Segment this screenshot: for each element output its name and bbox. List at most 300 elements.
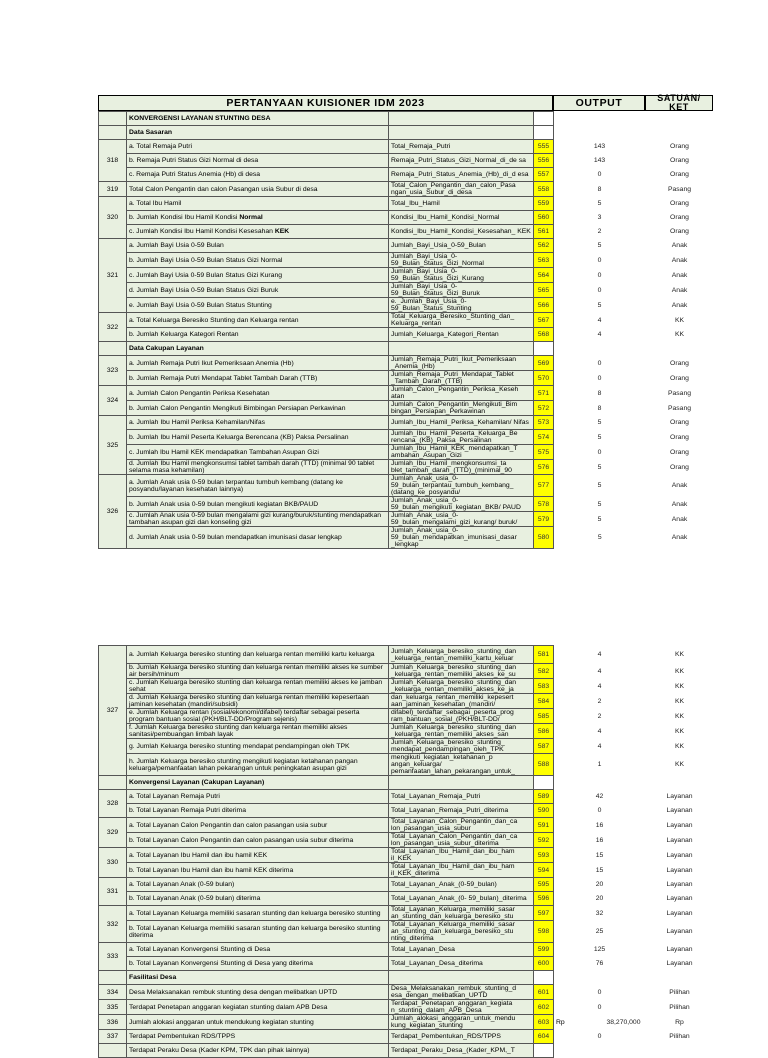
question-number: 321 (99, 239, 127, 313)
unit-value: Pasang (667, 389, 692, 397)
question-number: 337 (99, 1030, 127, 1044)
output-value[interactable]: 8 (597, 404, 602, 412)
table-row (99, 878, 714, 892)
output-value[interactable]: 1 (597, 761, 602, 768)
question-number: 326 (99, 475, 127, 549)
output-value[interactable]: 15 (595, 866, 604, 874)
unit-value: Anak (671, 482, 688, 489)
question-text (127, 943, 389, 957)
table-row (99, 401, 714, 416)
code-number: 581 (534, 646, 554, 664)
table-row (99, 445, 714, 460)
output-value[interactable]: 2 (597, 697, 602, 705)
output-value[interactable]: 5 (597, 433, 602, 441)
question-text (127, 646, 389, 664)
output-value[interactable]: 15 (595, 851, 604, 859)
output-value[interactable]: 20 (595, 895, 604, 902)
code-number: 562 (534, 239, 554, 253)
code-number: 590 (534, 804, 554, 818)
question-label: Terdapat Penetapan anggaran kegiatan stunting dalam APB Desa (129, 1003, 328, 1011)
table-row (99, 754, 714, 776)
question-text (127, 475, 389, 497)
unit-value: Anak (671, 534, 688, 541)
unit-value: KK (674, 667, 685, 675)
unit-value: Pilihan (669, 1033, 690, 1040)
question-text (127, 664, 389, 679)
variable-name: Total_Layanan_Desa (389, 943, 534, 957)
question-number: 323 (99, 356, 127, 386)
output-value[interactable]: 4 (597, 727, 602, 735)
table-row (99, 906, 714, 921)
code-number: 571 (534, 386, 554, 401)
code-number: 582 (534, 664, 554, 679)
table-row (99, 527, 714, 549)
output-value[interactable]: 25 (595, 928, 604, 935)
question-label: b. Total Layanan Konvergensi Stunting di Desa yang diterima (129, 960, 313, 967)
question-text (127, 724, 389, 739)
table-row (99, 818, 714, 833)
code-number: 563 (534, 253, 554, 268)
question-text (127, 168, 389, 182)
unit-value: Layanan (666, 807, 693, 814)
question-label: d. Jumlah Anak usia 0-59 bulan mendapatkan imunisasi dasar lengkap (129, 534, 342, 541)
table-row (99, 724, 714, 739)
output-value[interactable]: 4 (597, 682, 602, 690)
output-value[interactable] (574, 1044, 626, 1058)
output-value[interactable]: 4 (597, 651, 602, 658)
question-text (127, 401, 389, 416)
code-number: 585 (534, 709, 554, 724)
unit-value: Orang (670, 359, 689, 367)
table-row (99, 1015, 714, 1030)
question-label: a. Jumlah Calon Pengantin Periksa Kesehatan (129, 389, 270, 397)
section-title: KONVERGENSI LAYANAN STUNTING DESA (127, 112, 389, 126)
table-row (99, 253, 714, 268)
question-number: 331 (99, 878, 127, 906)
question-text (127, 1015, 389, 1030)
unit-cell (646, 112, 714, 126)
code-number: 598 (534, 921, 554, 943)
question-label: b. Jumlah Keluarga Kategori Rentan (129, 331, 239, 338)
table-row (99, 943, 714, 957)
question-number: 336 (99, 1015, 127, 1030)
table-row (99, 512, 714, 527)
variable-name: Total_Layanan_Desa_diterima (389, 957, 534, 971)
unit-value: KK (674, 331, 685, 338)
question-text (127, 709, 389, 724)
unit-value: Pilihan (669, 1003, 690, 1011)
output-value[interactable]: 0 (597, 171, 602, 178)
section-row (99, 342, 714, 356)
question-text (127, 1044, 389, 1058)
variable-name: Jumlah_Remaja_Putri_Mendapat_Tablet _Tambah_Darah_(TTB) (389, 371, 534, 386)
title-header (98, 95, 553, 111)
variable-name: Jumlah_Anak_usia_0- 59_bulan_mendapatkan_imunisasi_dasar _lengkap (389, 527, 534, 549)
output-value[interactable]: 32 (595, 909, 604, 917)
code-number: 593 (534, 848, 554, 863)
code-number: 564 (534, 268, 554, 283)
code-cell (534, 971, 554, 985)
questionnaire-table-page-2 (98, 645, 714, 1058)
question-label: c. Jumlah Ibu Hamil KEK mendapatkan Tambahan Asupan Gizi (129, 448, 319, 456)
unit-value: Pasang (667, 404, 692, 412)
variable-name: Jumlah_Anak_usia_0-59_bulan_mengalami_gizi_kurang/ buruk/ (389, 512, 534, 527)
code-number: 578 (534, 497, 554, 512)
output-value[interactable]: 38,270,000 (606, 1018, 641, 1026)
question-emphasis: Normal (239, 214, 263, 221)
question-number: 319 (99, 182, 127, 197)
question-number: 333 (99, 943, 127, 971)
variable-name: Remaja_Putri_Status_Gizi_Normal_di_de sa (389, 154, 534, 168)
table-row (99, 356, 714, 371)
unit-value: Orang (670, 171, 689, 178)
code-number: 565 (534, 283, 554, 298)
table-row (99, 1000, 714, 1015)
code-number: 600 (534, 957, 554, 971)
table-row (99, 863, 714, 878)
table-row (99, 921, 714, 943)
question-label: Total Calon Pengantin dan calon Pasangan usia Subur di desa (129, 185, 318, 193)
question-text (127, 460, 389, 475)
variable-name: Total_Layanan_Keluarga_memiliki_sasar an_stunting_dan_keluarga_beresiko_stu nting_diterima (389, 921, 534, 943)
unit-value: Rp (675, 1018, 684, 1026)
table-row (99, 679, 714, 694)
question-label: d. Jumlah Bayi Usia 0-59 Bulan Status Gizi Buruk (129, 286, 279, 294)
output-value[interactable]: 4 (597, 331, 602, 338)
question-text (127, 497, 389, 512)
output-value[interactable]: 143 (593, 157, 606, 164)
table-row (99, 182, 714, 197)
variable-name: Jumlah_Calon_Pengantin_Periksa_Keseh atan (389, 386, 534, 401)
variable-name: Jumlah_Keluarga_beresiko_stunting_dan _keluarga_rentan_memiliki_akses_ke_su (389, 664, 534, 679)
unit-value: Layanan (666, 821, 693, 829)
code-number: 558 (534, 182, 554, 197)
section-title: Fasilitasi Desa (127, 971, 389, 985)
code-number: 592 (534, 833, 554, 848)
output-value[interactable]: 8 (597, 389, 602, 397)
variable-name: Jumlah_Ibu_Hamil_mengkonsumsi_ta blet_tambah_darah_(TTD)_(minimal_90 (389, 460, 534, 475)
variable-name: Desa_Melaksanakan_rembuk_stunting_d esa_dengan_melibatkan_UPTD (389, 985, 534, 1000)
code-number: 569 (534, 356, 554, 371)
variable-name: Total_Layanan_Remaja_Putri (389, 790, 534, 804)
output-value[interactable]: 5 (597, 301, 602, 309)
unit-value: Anak (671, 500, 688, 508)
question-label: a. Total Layanan Remaja Putri (129, 793, 220, 800)
question-label: f. Jumlah Keluarga beresiko stunting dan keluarga rentan memiliki akses sanitasi/pembuangan limbah layak (129, 724, 348, 738)
questionnaire-table-page-1 (98, 111, 714, 549)
variable-name: Jumlah_Ibu_Hamil_KEK_mendapatkan_T ambahan_Asupan_Gizi (389, 445, 534, 460)
question-label: c. Remaja Putri Status Anemia (Hb) di desa (129, 171, 261, 178)
output-value[interactable]: 3 (597, 214, 602, 221)
output-value[interactable]: 0 (597, 1033, 602, 1040)
output-value[interactable]: 5 (597, 242, 602, 249)
unit-value: Anak (671, 271, 688, 279)
question-text (127, 892, 389, 906)
table-row (99, 328, 714, 342)
question-label: a. Total Keluarga Beresiko Stunting dan Keluarga rentan (129, 316, 299, 324)
code-number: 575 (534, 445, 554, 460)
code-number: 591 (534, 818, 554, 833)
page-title: PERTANYAAN KUISIONER IDM 2023 (226, 97, 425, 109)
currency-prefix: Rp (556, 1018, 565, 1026)
output-value[interactable]: 20 (595, 881, 604, 888)
question-number (99, 1044, 127, 1058)
question-label: Jumlah alokasi anggaran untuk mendukung kegiatan stunting (129, 1018, 314, 1026)
table-row (99, 298, 714, 313)
unit-value: Layanan (666, 909, 693, 917)
output-value[interactable]: 16 (595, 821, 604, 829)
question-label: b. Total Layanan Remaja Putri diterima (129, 807, 246, 814)
code-cell (534, 342, 554, 356)
unit-value: Orang (670, 433, 689, 441)
unit-value: Orang (670, 200, 689, 207)
table-row (99, 790, 714, 804)
unit-value: Layanan (666, 793, 693, 800)
question-text (127, 268, 389, 283)
question-label: c. Jumlah Keluarga beresiko stunting dan keluarga rentan memiliki akses ke jamban sehat (129, 679, 383, 693)
code-number: 570 (534, 371, 554, 386)
variable-name: Total_Layanan_Anak_(0- 59_bulan)_diterima (389, 892, 534, 906)
question-label: Desa Melaksanakan rembuk stunting desa dengan melibatkan UPTD (129, 988, 338, 996)
question-text (127, 154, 389, 168)
output-cell (554, 971, 594, 985)
question-label: b. Total Layanan Keluarga memiliki sasaran stunting dan keluarga beresiko stunting diterima (129, 924, 381, 939)
unit-value: Layanan (666, 866, 693, 874)
code-number: 574 (534, 430, 554, 445)
question-number: 328 (99, 790, 127, 818)
variable-name: Jumlah_Bayi_Usia_0- 59_Bulan_Status_Gizi_Buruk (389, 283, 534, 298)
table-row (99, 804, 714, 818)
output-value[interactable]: 125 (593, 946, 606, 953)
variable-name: Total_Layanan_Ibu_Hamil_dan_ibu_ham il_KEK (389, 848, 534, 863)
unit-value (646, 1044, 714, 1058)
unit-cell (646, 971, 714, 985)
table-row (99, 168, 714, 182)
variable-name: Jumlah_Ibu_Hamil_Peserta_Keluarga_Be rencana_(KB)_Paksa_Persalinan (389, 430, 534, 445)
variable-name: Kondisi_Ibu_Hamil_Kondisi_Normal (389, 211, 534, 225)
output-value[interactable]: 5 (597, 534, 602, 541)
output-value[interactable]: 16 (595, 836, 604, 844)
question-label: b. Remaja Putri Status Gizi Normal di desa (129, 157, 259, 164)
unit-value: Layanan (666, 960, 693, 967)
table-row (99, 848, 714, 863)
output-value[interactable]: 4 (597, 667, 602, 675)
question-number: 318 (99, 140, 127, 182)
unit-value: Pasang (667, 185, 692, 193)
question-number: 322 (99, 313, 127, 342)
question-label: a. Total Remaja Putri (129, 143, 192, 150)
code-cell (534, 126, 554, 140)
question-text (127, 328, 389, 342)
unit-value: Layanan (666, 881, 693, 888)
output-cell (554, 112, 646, 126)
variable-cell (389, 342, 534, 356)
question-label: b. Jumlah Kondisi Ibu Hamil Kondisi (129, 214, 240, 221)
question-text (127, 754, 389, 776)
unit-value: Orang (670, 228, 689, 235)
question-label: a. Total Ibu Hamil (129, 200, 182, 207)
question-label: b. Total Layanan Anak (0-59 bulan) diterima (129, 895, 261, 902)
output-value[interactable]: 0 (597, 1003, 602, 1011)
output-value[interactable]: 0 (597, 359, 602, 367)
table-row (99, 211, 714, 225)
satuan-header (645, 95, 713, 111)
output-header (553, 95, 645, 111)
question-text (127, 1030, 389, 1044)
output-value[interactable]: 42 (595, 793, 604, 800)
unit-value: KK (674, 712, 685, 720)
output-value[interactable]: 5 (597, 200, 602, 207)
code-number: 561 (534, 225, 554, 239)
variable-name: Jumlah_Keluarga_beresiko_stunting_ mendapat_pendampingan_oleh_TPK (389, 739, 534, 754)
output-value[interactable]: 5 (597, 500, 602, 508)
code-number: 602 (534, 1000, 554, 1015)
question-number: 324 (99, 386, 127, 416)
unit-value: Layanan (666, 836, 693, 844)
output-value[interactable]: 0 (597, 448, 602, 456)
row-number-cell (99, 126, 127, 140)
variable-name: mengikuti_kegiatan_ketahanan_p angan_keluarga/ pemanfaatan_lahan_pekarangan_untuk_ (389, 754, 534, 776)
output-value[interactable]: 0 (597, 286, 602, 294)
question-text (127, 140, 389, 154)
question-number: 330 (99, 848, 127, 878)
question-text (127, 253, 389, 268)
unit-value: Orang (670, 374, 689, 382)
question-text (127, 512, 389, 527)
question-label: e. Jumlah Keluarga rentan (sosial/ekonomi/difabel) terdaftar sebagai peserta program bantuan sosial (PKH/BLT-DD/Program sejenis) (129, 709, 360, 723)
table-row (99, 1044, 714, 1058)
section-title: Data Sasaran (127, 126, 389, 140)
question-label: d. Jumlah Ibu Hamil mengkonsumsi tablet tambah darah (TTD) (minimal 90 tablet selama masa kehamilan) (129, 460, 375, 474)
question-text (127, 985, 389, 1000)
unit-value: Anak (671, 256, 688, 264)
unit-value: Layanan (666, 895, 693, 902)
unit-value: Anak (671, 242, 688, 249)
output-value[interactable]: 5 (597, 482, 602, 489)
variable-name: Total_Ibu_Hamil (389, 197, 534, 211)
question-text (127, 921, 389, 943)
code-number: 559 (534, 197, 554, 211)
question-text (127, 878, 389, 892)
question-label: h. Jumlah Keluarga beresiko stunting mengikuti kegiatan ketahanan pangan keluarga/pemanfaatan lahan pekarangan untuk peningkatan asupan gizi (129, 757, 358, 772)
variable-name: Jumlah_Keluarga_beresiko_stunting_dan _keluarga_rentan_memiliki_kartu_keluar (389, 646, 534, 664)
code-number: 596 (534, 892, 554, 906)
variable-name: e._Jumlah_Bayi_Usia_0- 59_Bulan_Status_Stunting (389, 298, 534, 313)
output-value[interactable]: 2 (597, 228, 602, 235)
question-text (127, 445, 389, 460)
variable-name: Terdapat_Pembentukan_RDS/TPPS (389, 1030, 534, 1044)
question-label: a. Jumlah Anak usia 0-59 bulan terpantau tumbuh kembang (datang ke posyandu/layanan kesehatan lainnya) (129, 478, 343, 493)
question-text (127, 848, 389, 863)
variable-name: Total_Layanan_Anak_(0-59_bulan) (389, 878, 534, 892)
question-number: 327 (99, 646, 127, 776)
question-text (127, 386, 389, 401)
output-value[interactable]: 5 (597, 463, 602, 471)
question-text (127, 790, 389, 804)
variable-name: Jumlah_Keluarga_beresiko_stunting_dan _keluarga_rentan_memiliki_akses_san (389, 724, 534, 739)
code-number: 579 (534, 512, 554, 527)
output-value[interactable]: 4 (597, 316, 602, 324)
code-number: 584 (534, 694, 554, 709)
question-label: a. Total Layanan Ibu Hamil dan ibu hamil KEK (129, 851, 268, 859)
question-label: a. Total Layanan Anak (0-59 bulan) (129, 881, 235, 888)
table-row (99, 430, 714, 445)
unit-value: Anak (671, 301, 688, 309)
variable-name: dan_keluarga_rentan_memiliki_kepesert aan_jaminan_kesehatan_(mandiri/ (389, 694, 534, 709)
unit-value: Orang (670, 463, 689, 471)
unit-value: Pilihan (669, 988, 690, 996)
variable-name: Total_Layanan_Calon_Pengantin_dan_ca lon_pasangan_usia_subur_diterima (389, 833, 534, 848)
variable-name: Jumlah_Bayi_Usia_0- 59_Bulan_Status_Gizi_Normal (389, 253, 534, 268)
output-value[interactable]: 0 (597, 807, 602, 814)
variable-cell (389, 112, 534, 126)
variable-name: Jumlah_Keluarga_beresiko_stunting_dan _keluarga_rentan_memiliki_akses_ke_ja (389, 679, 534, 694)
output-value[interactable]: 0 (597, 271, 602, 279)
question-number: 329 (99, 818, 127, 848)
question-text (127, 679, 389, 694)
output-value[interactable]: 76 (595, 960, 604, 967)
unit-value: Orang (670, 419, 689, 426)
question-label: b. Jumlah Ibu Hamil Peserta Keluarga Berencana (KB) Paksa Persalinan (129, 433, 349, 441)
output-value[interactable]: 4 (597, 742, 602, 750)
output-value[interactable]: 143 (593, 143, 606, 150)
table-row (99, 985, 714, 1000)
question-text (127, 371, 389, 386)
question-emphasis: KEK (274, 228, 290, 235)
unit-value: KK (674, 727, 685, 735)
output-cell (554, 342, 646, 356)
unit-value: Layanan (666, 928, 693, 935)
variable-cell (389, 126, 534, 140)
output-value[interactable]: 0 (597, 374, 602, 382)
output-value[interactable]: 0 (597, 256, 602, 264)
variable-name: Total_Keluarga_Beresiko_Stunting_dan_ Keluarga_rentan (389, 313, 534, 328)
section-title: Data Cakupan Layanan (127, 342, 389, 356)
variable-name: Jumlah_Ibu_Hamil_Periksa_Kehamilan/ Nifas (389, 416, 534, 430)
question-label: g. Jumlah Keluarga beresiko stunting mendapat pendampingan oleh TPK (129, 742, 350, 750)
variable-name: difabel)_terdaftar_sebagai_peserta_prog ram_bantuan_sosial_(PKH/BLT-DD/ (389, 709, 534, 724)
variable-name: Jumlah_Bayi_Usia_0-59_Bulan (389, 239, 534, 253)
question-text (127, 283, 389, 298)
variable-name: Jumlah_Calon_Pengantin_Mengikuti_Bim bingan_Persiapan_Perkawinan (389, 401, 534, 416)
question-text (127, 298, 389, 313)
variable-name: Jumlah_Anak_usia_0-59_bulan_terpantau_tumbuh_kembang_ (datang_ke_posyandu/ (389, 475, 534, 497)
output-value[interactable]: 5 (597, 515, 602, 523)
question-text (127, 430, 389, 445)
variable-name: Total_Layanan_Ibu_Hamil_dan_ibu_ham il_KEK_diterima (389, 863, 534, 878)
unit-value: KK (674, 682, 685, 690)
code-number: 555 (534, 140, 554, 154)
table-row (99, 460, 714, 475)
code-number: 588 (534, 754, 554, 776)
table-row (99, 957, 714, 971)
code-number: 556 (534, 154, 554, 168)
output-value[interactable]: 2 (597, 712, 602, 720)
unit-value: Anak (671, 515, 688, 523)
section-row (99, 126, 714, 140)
output-value[interactable]: 0 (597, 988, 602, 996)
question-label: a. Jumlah Remaja Putri Ikut Pemeriksaan Anemia (Hb) (129, 359, 294, 367)
question-text (127, 906, 389, 921)
variable-name: Terdapat_Peraku_Desa_(Kader_KPM,_T (389, 1044, 534, 1058)
output-value[interactable]: 8 (597, 185, 602, 193)
unit-value: Orang (670, 448, 689, 456)
table-row (99, 154, 714, 168)
code-number: 568 (534, 328, 554, 342)
question-label: c. Jumlah Bayi Usia 0-59 Bulan Status Gizi Kurang (129, 271, 283, 279)
output-value[interactable]: 5 (597, 419, 602, 426)
table-row (99, 197, 714, 211)
